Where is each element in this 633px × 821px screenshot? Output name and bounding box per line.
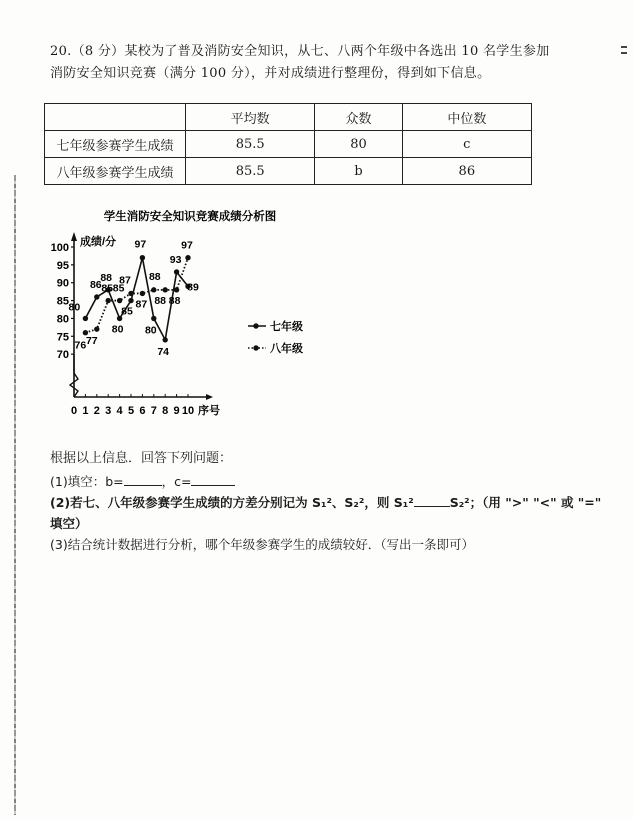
question-2-suffix: S₂²；（用 ">" "<" 或 "="	[449, 495, 602, 510]
table-cell: 80	[315, 131, 402, 158]
data-label: 85	[112, 282, 125, 295]
data-point	[117, 298, 122, 303]
question-2-prefix: (2)若七、八年级参赛学生成绩的方差分别记为 S₁²、S₂²，则 S₁²	[50, 495, 414, 510]
data-label: 80	[111, 323, 124, 336]
x-tick-label: 7	[150, 405, 157, 417]
data-label: 86	[89, 279, 102, 291]
problem-statement	[50, 41, 610, 85]
table-header-cell: 平均数	[186, 104, 315, 131]
data-label: 88	[148, 270, 161, 283]
score-line-chart	[40, 205, 340, 430]
answer-blank-c[interactable]	[191, 473, 235, 486]
x-tick-label: 4	[116, 405, 123, 417]
data-label: 97	[134, 238, 147, 251]
data-point	[140, 255, 145, 260]
x-axis-arrow	[206, 394, 213, 400]
questions-section	[50, 448, 610, 555]
data-label: 77	[85, 335, 98, 348]
questions-intro: 根据以上信息．回答下列问题：	[50, 451, 233, 466]
question-1-separator: ，c=	[161, 474, 192, 489]
data-label: 80	[144, 324, 157, 337]
x-axis-label: 序号	[198, 405, 220, 417]
data-point	[106, 298, 111, 303]
data-point	[163, 337, 168, 342]
table-header-cell: 中位数	[402, 104, 531, 131]
table-header-row	[45, 104, 532, 131]
x-tick-label: 10	[181, 405, 195, 417]
legend-marker	[253, 345, 258, 350]
question-2	[50, 492, 610, 513]
problem-line-2: 消防安全知识竞赛（满分 100 分），并对成绩进行整理份，得到如下信息。	[50, 66, 491, 81]
y-tick-label: 90	[56, 277, 69, 290]
data-label: 87	[135, 298, 148, 311]
table-cell: b	[315, 158, 402, 185]
table-header-cell: 众数	[315, 104, 402, 131]
data-label: 80	[68, 301, 81, 314]
x-tick-label: 0	[70, 405, 78, 417]
x-tick-label: 3	[105, 405, 112, 417]
table-cell: c	[402, 131, 531, 158]
data-label: 93	[169, 254, 182, 266]
y-tick-label: 75	[56, 331, 69, 344]
legend-label: 八年级	[270, 343, 303, 355]
data-label: 74	[157, 345, 170, 358]
x-tick-label: 2	[93, 405, 100, 417]
data-label: 97	[181, 239, 193, 252]
data-label: 88	[168, 294, 181, 307]
table-row	[45, 158, 532, 185]
data-point	[128, 291, 133, 296]
data-label: 76	[74, 339, 87, 352]
question-1-prefix: (1)填空：b=	[50, 474, 124, 489]
x-tick-label: 5	[127, 405, 135, 417]
x-tick-label: 9	[173, 405, 180, 417]
x-tick-label: 8	[162, 405, 169, 417]
data-point	[174, 269, 179, 274]
chart-title: 学生消防安全知识竞赛成绩分析图	[103, 211, 277, 223]
problem-line-1: 20.（8 分）某校为了普及消防安全知识，从七、八两个年级中各选出 10 名学生参加	[50, 44, 550, 59]
table-header-cell	[45, 104, 186, 131]
scan-binding-edge	[14, 175, 16, 815]
y-tick-label: 100	[50, 242, 69, 254]
data-label: 89	[187, 281, 199, 294]
answer-blank-b[interactable]	[124, 473, 162, 486]
y-axis-arrow	[71, 232, 77, 241]
data-point	[151, 316, 156, 321]
table-cell: 85.5	[186, 131, 315, 158]
data-point	[151, 287, 156, 292]
data-label: 88	[100, 271, 113, 284]
data-point	[174, 287, 179, 292]
legend-label: 七年级	[270, 321, 303, 333]
answer-blank-variance[interactable]	[414, 494, 450, 507]
legend-marker	[253, 323, 258, 328]
data-point	[163, 287, 168, 292]
stats-table	[44, 103, 532, 185]
data-label: 85	[121, 305, 133, 318]
scan-right-edge-marks	[621, 42, 629, 72]
data-point	[83, 316, 88, 321]
data-label: 87	[119, 274, 131, 287]
x-tick-label: 6	[139, 405, 146, 417]
x-tick-label: 1	[82, 405, 89, 417]
table-row-label: 七年级参赛学生成绩	[45, 131, 186, 158]
y-tick-label: 95	[56, 259, 69, 272]
y-axis-label: 成绩/分	[80, 236, 117, 248]
y-tick-label: 70	[56, 349, 69, 362]
table-row-label: 八年级参赛学生成绩	[45, 158, 186, 185]
table-cell: 85.5	[186, 158, 315, 185]
question-2-continued: 填空）	[50, 516, 88, 531]
question-1	[50, 471, 610, 492]
question-3: (3)结合统计数据进行分析，哪个年级参赛学生的成绩较好．（写出一条即可）	[50, 537, 474, 552]
data-point	[94, 326, 99, 331]
data-label: 85	[101, 282, 114, 295]
data-point	[185, 255, 190, 260]
table-cell: 86	[402, 158, 531, 185]
table-row	[45, 131, 532, 158]
y-tick-label: 80	[56, 313, 69, 326]
data-point	[128, 298, 133, 303]
data-label: 88	[154, 294, 167, 307]
data-point	[94, 294, 99, 299]
data-point	[140, 291, 145, 296]
y-tick-label: 85	[56, 295, 69, 308]
